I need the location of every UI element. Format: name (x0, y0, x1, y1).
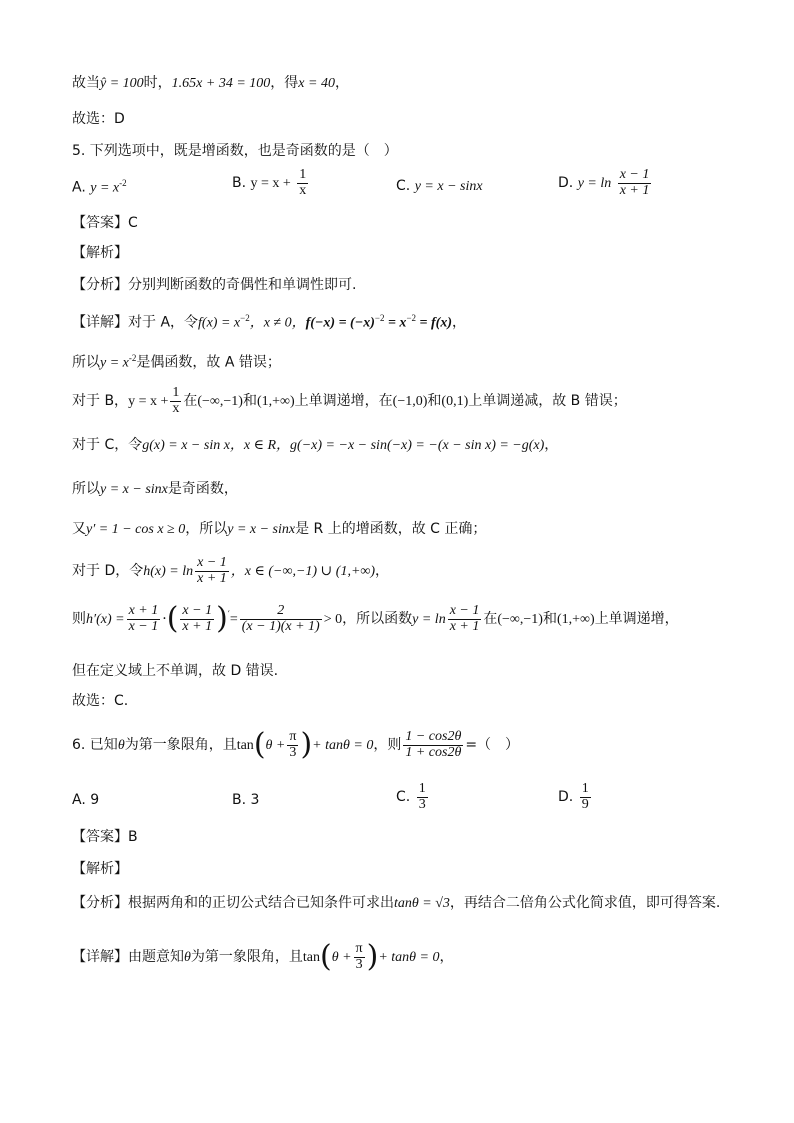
fraction: $\frac{1}{x}$ (299, 167, 307, 198)
detail-d-derivative: 则h′(x) = $\frac{x + 1}{x - 1}$ ·( $\frac{x - 1}{x + 1}$ )′= $\frac{2}{(x - 1)(x + 1)}$ > 0，所以函数y = ln $\frac{x - 1}{x + 1}$ 在(−∞,−1)和(1,+∞)上单调递增， (72, 601, 679, 637)
detail-c: 对于 C，令g(x) = x − sin x，x ∈ R，g(−x) = −x − sin(−x) = −(x − sin x) = −g(x)， (72, 437, 559, 453)
fraction: $\frac{x - 1}{x + 1}$ (449, 603, 480, 634)
q5-option-d: D. y = ln $\frac{x - 1}{x + 1}$ (558, 167, 650, 198)
right-paren: ) (366, 939, 379, 975)
answer-choice-line: 故选：D (72, 111, 125, 127)
left-paren: ( (320, 939, 332, 975)
q6-option-c: C. $\frac{1}{3}$ (396, 781, 426, 812)
left-paren: ( (253, 727, 266, 763)
detail-b: 对于 B，y = x + $\frac{1}{x}$ 在(−∞,−1)和(1,+∞)上单调递增，在(−1,0)和(0,1)上单调递减，故 B 错误； (72, 385, 627, 416)
detail-d-conclusion: 但在定义域上不单调，故 D 错误. (72, 663, 279, 679)
line-result: 故当ŷ = 100时，1.65x + 34 = 100，得x = 40， (72, 75, 349, 91)
fraction: $\frac{1}{3}$ (418, 781, 426, 812)
fraction: $\frac{1 - \cos 2\theta}{1 + \cos 2\theta}$ (405, 729, 462, 760)
fraction: $\frac{1}{9}$ (581, 781, 589, 812)
q6-option-b: B. 3 (232, 792, 260, 808)
fraction: $\frac{\pi}{3}$ (289, 729, 297, 760)
fraction: $\frac{x - 1}{x + 1}$ (619, 167, 650, 198)
answer-choice-line: 故选：C. (72, 693, 129, 709)
fraction: $\frac{x - 1}{x + 1}$ (182, 603, 213, 634)
q5-option-c: C. y = x − sinx (396, 178, 483, 194)
q5-option-a: A. $y = x^{-2}$ (72, 178, 127, 196)
fraction: $\frac{x + 1}{x - 1}$ (128, 603, 159, 634)
detail-c-increasing: 又y′ = 1 − cos x ≥ 0，所以y = x − sinx是 R 上的增函数，故 C 正确； (72, 521, 487, 537)
question-5: 5. 下列选项中，既是增函数，也是奇函数的是（ ） (72, 143, 398, 159)
answer-label: 【答案】C (72, 215, 138, 231)
answer-label: 【答案】B (72, 829, 138, 845)
q5-option-b: B. y = x + $\frac{1}{x}$ (232, 167, 307, 198)
analysis-label: 【解析】 (72, 861, 128, 877)
fraction: $\frac{\pi}{3}$ (355, 941, 363, 972)
analysis-summary: 【分析】分别判断函数的奇偶性和单调性即可. (72, 277, 357, 293)
left-paren: ( (166, 601, 179, 637)
question-6: 6. 已知θ为第一象限角，且tan(θ + $\frac{\pi}{3}$ )+ tanθ = 0，则 $\frac{1 - \cos 2\theta}{1 + \cos 2\theta}$ =（ ） (72, 727, 520, 763)
right-paren: ) (216, 601, 228, 637)
detail-c-odd: 所以y = x − sinx是奇函数， (72, 481, 238, 497)
q6-option-d: D. $\frac{1}{9}$ (558, 781, 589, 812)
fraction: $\frac{1}{x}$ (172, 385, 180, 416)
right-paren: ) (300, 727, 313, 763)
fraction: $\frac{x - 1}{x + 1}$ (197, 555, 227, 586)
detail-6: 【详解】由题意知θ为第一象限角，且tan(θ + $\frac{\pi}{3}$ )+ tanθ = 0， (72, 939, 454, 975)
q6-option-a: A. 9 (72, 792, 100, 808)
analysis-label: 【解析】 (72, 245, 128, 261)
detail-a: 【详解】对于 A，令$f(x) = x^{-2}$，x ≠ 0，$f(-x) = (-x)^{-2} = x^{-2} = f(x)$， (72, 313, 466, 331)
detail-a-conclusion: 所以$y = x^{-2}$是偶函数，故 A 错误； (72, 353, 281, 371)
detail-d: 对于 D，令h(x) = ln $\frac{x - 1}{x + 1}$ ，x ∈ (−∞,−1) ∪ (1,+∞)， (72, 555, 390, 586)
fraction: $\frac{2}{(x - 1)(x + 1)}$ (241, 603, 320, 634)
analysis-summary-6: 【分析】根据两角和的正切公式结合已知条件可求出tanθ = √3，再结合二倍角公式化简求值，即可得答案. (72, 895, 721, 911)
